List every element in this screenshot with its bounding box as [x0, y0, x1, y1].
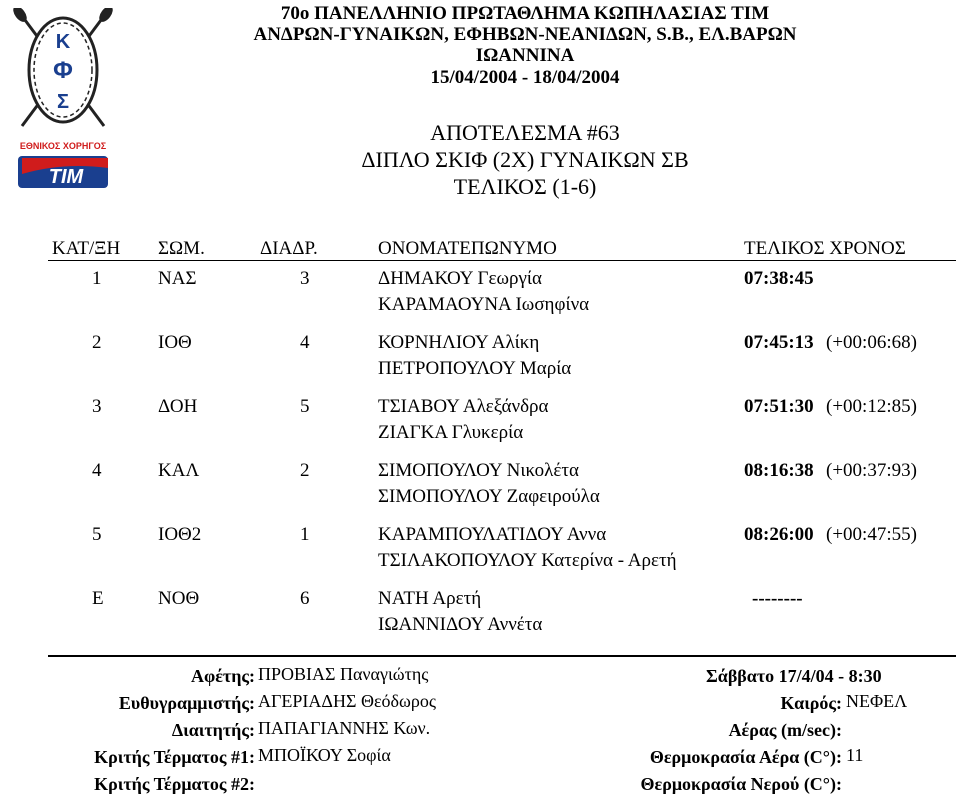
time-cell: -------- — [752, 588, 803, 609]
column-name: ΟΝΟΜΑΤΕΠΩΝΥΜΟ — [378, 238, 557, 259]
column-lane: ΔΙΑΔΡ. — [260, 238, 318, 259]
lane-cell: 1 — [300, 524, 310, 545]
round-name: ΤΕΛΙΚΟΣ (1-6) — [453, 174, 597, 199]
athlete-2-cell: ΖΙΑΓΚΑ Γλυκερία — [378, 422, 524, 443]
logo-letter-bot: Σ — [56, 91, 70, 113]
time-cell: 07:45:13 — [744, 332, 814, 353]
air-temperature-label: Θερμοκρασία Αέρα (C°): — [649, 747, 842, 767]
club-cell: ΝΑΣ — [158, 268, 197, 289]
table-row — [0, 588, 960, 644]
umpire-name: ΠΑΠΑΓΙΑΝΝΗΣ Κων. — [258, 718, 431, 738]
rank-cell: 2 — [92, 332, 102, 353]
column-rank: ΚΑΤ/ΞΗ — [52, 238, 121, 259]
table-row — [0, 268, 960, 324]
rank-cell: 1 — [92, 268, 102, 289]
athlete-2-cell: ΚΑΡΑΜΑΟΥΝΑ Ιωσηφίνα — [378, 294, 590, 315]
rank-cell: Ε — [92, 588, 104, 609]
column-time: ΤΕΛΙΚΟΣ ΧΡΟΝΟΣ — [744, 238, 906, 259]
time-cell: 07:38:45 — [744, 268, 814, 289]
finish-judge-2-label: Κριτής Τέρματος #2: — [94, 774, 255, 794]
time-diff-cell: (+00:12:85) — [826, 396, 917, 417]
logo-letter-top: Κ — [55, 31, 71, 53]
water-temperature-label: Θερμοκρασία Νερού (C°): — [640, 774, 842, 794]
time-cell: 08:26:00 — [744, 524, 814, 545]
athlete-2-cell: ΠΕΤΡΟΠΟΥΛΟΥ Μαρία — [378, 358, 572, 379]
table-row — [0, 332, 960, 388]
finish-judge-1-label: Κριτής Τέρματος #1: — [94, 747, 255, 767]
club-cell: ΙΟΘ — [158, 332, 192, 353]
air-temperature-value: 11 — [846, 745, 864, 765]
sponsor-caption: ΕΘΝΙΚΟΣ ΧΟΡΗΓΟΣ — [19, 141, 107, 151]
table-row — [0, 460, 960, 516]
club-cell: ΚΑΛ — [158, 460, 200, 481]
rank-cell: 4 — [92, 460, 102, 481]
umpire-label: Διαιτητής: — [171, 720, 255, 740]
result-number: ΑΠΟΤΕΛΕΣΜΑ #63 — [430, 120, 620, 145]
club-cell: ΔΟΗ — [158, 396, 198, 417]
time-cell: 07:51:30 — [744, 396, 814, 417]
sponsor-brand: TIM — [48, 166, 84, 188]
athlete-2-cell: ΙΩΑΝΝΙΔΟΥ Αννέτα — [378, 614, 543, 635]
athlete-1-cell: ΝΑΤΗ Αρετή — [378, 588, 482, 609]
championship-location: ΙΩΑΝΝΙΝΑ — [475, 45, 575, 66]
athlete-1-cell: ΤΣΙΑΒΟΥ Αλεξάνδρα — [378, 396, 549, 417]
footer-divider — [48, 655, 956, 657]
time-diff-cell: (+00:37:93) — [826, 460, 917, 481]
time-diff-cell: (+00:47:55) — [826, 524, 917, 545]
header-divider — [48, 260, 956, 261]
championship-categories: ΑΝΔΡΩΝ-ΓΥΝΑΙΚΩΝ, ΕΦΗΒΩΝ-ΝΕΑΝΙΔΩΝ, S.B., ΕΛ.ΒΑΡΩΝ — [253, 24, 797, 45]
weather-value: ΝΕΦΕΛ — [846, 691, 908, 711]
wind-label: Αέρας (m/sec): — [728, 720, 842, 740]
time-diff-cell: (+00:06:68) — [826, 332, 917, 353]
table-row — [0, 524, 960, 580]
weather-label: Καιρός: — [780, 693, 842, 713]
lane-cell: 3 — [300, 268, 310, 289]
column-club: ΣΩΜ. — [158, 238, 205, 259]
starter-name: ΠΡΟΒΙΑΣ Παναγιώτης — [258, 664, 429, 684]
table-row — [0, 396, 960, 452]
aligner-label: Ευθυγραμμιστής: — [118, 693, 255, 713]
rowing-federation-emblem-icon — [8, 8, 118, 193]
athlete-1-cell: ΣΙΜΟΠΟΥΛΟΥ Νικολέτα — [378, 460, 579, 481]
athlete-1-cell: ΚΑΡΑΜΠΟΥΛΑΤΙΔΟΥ Αννα — [378, 524, 607, 545]
lane-cell: 5 — [300, 396, 310, 417]
athlete-2-cell: ΤΣΙΛΑΚΟΠΟΥΛΟΥ Κατερίνα - Αρετή — [378, 550, 677, 571]
race-date: Σάββατο 17/4/04 - 8:30 — [706, 666, 882, 686]
lane-cell: 2 — [300, 460, 310, 481]
lane-cell: 6 — [300, 588, 310, 609]
time-cell: 08:16:38 — [744, 460, 814, 481]
club-cell: ΙΟΘ2 — [158, 524, 202, 545]
finish-judge-1-name: ΜΠΟΪΚΟΥ Σοφία — [258, 745, 391, 765]
athlete-1-cell: ΚΟΡΝΗΛΙΟΥ Αλίκη — [378, 332, 540, 353]
championship-dates: 15/04/2004 - 18/04/2004 — [430, 67, 620, 88]
club-cell: ΝΟΘ — [158, 588, 200, 609]
rank-cell: 5 — [92, 524, 102, 545]
athlete-1-cell: ΔΗΜΑΚΟΥ Γεωργία — [378, 268, 542, 289]
rank-cell: 3 — [92, 396, 102, 417]
lane-cell: 4 — [300, 332, 310, 353]
athlete-2-cell: ΣΙΜΟΠΟΥΛΟΥ Ζαφειρούλα — [378, 486, 600, 507]
federation-logo — [8, 8, 118, 193]
aligner-name: ΑΓΕΡΙΑΔΗΣ Θεόδωρος — [258, 691, 436, 711]
starter-label: Αφέτης: — [190, 666, 255, 686]
logo-letter-mid: Φ — [53, 57, 73, 84]
championship-title: 70ο ΠΑΝΕΛΛΗΝΙΟ ΠΡΩΤΑΘΛΗΜΑ ΚΩΠΗΛΑΣΙΑΣ ΤΙΜ — [280, 3, 770, 24]
event-name: ΔΙΠΛΟ ΣΚΙΦ (2Χ) ΓΥΝΑΙΚΩΝ ΣΒ — [361, 147, 689, 172]
